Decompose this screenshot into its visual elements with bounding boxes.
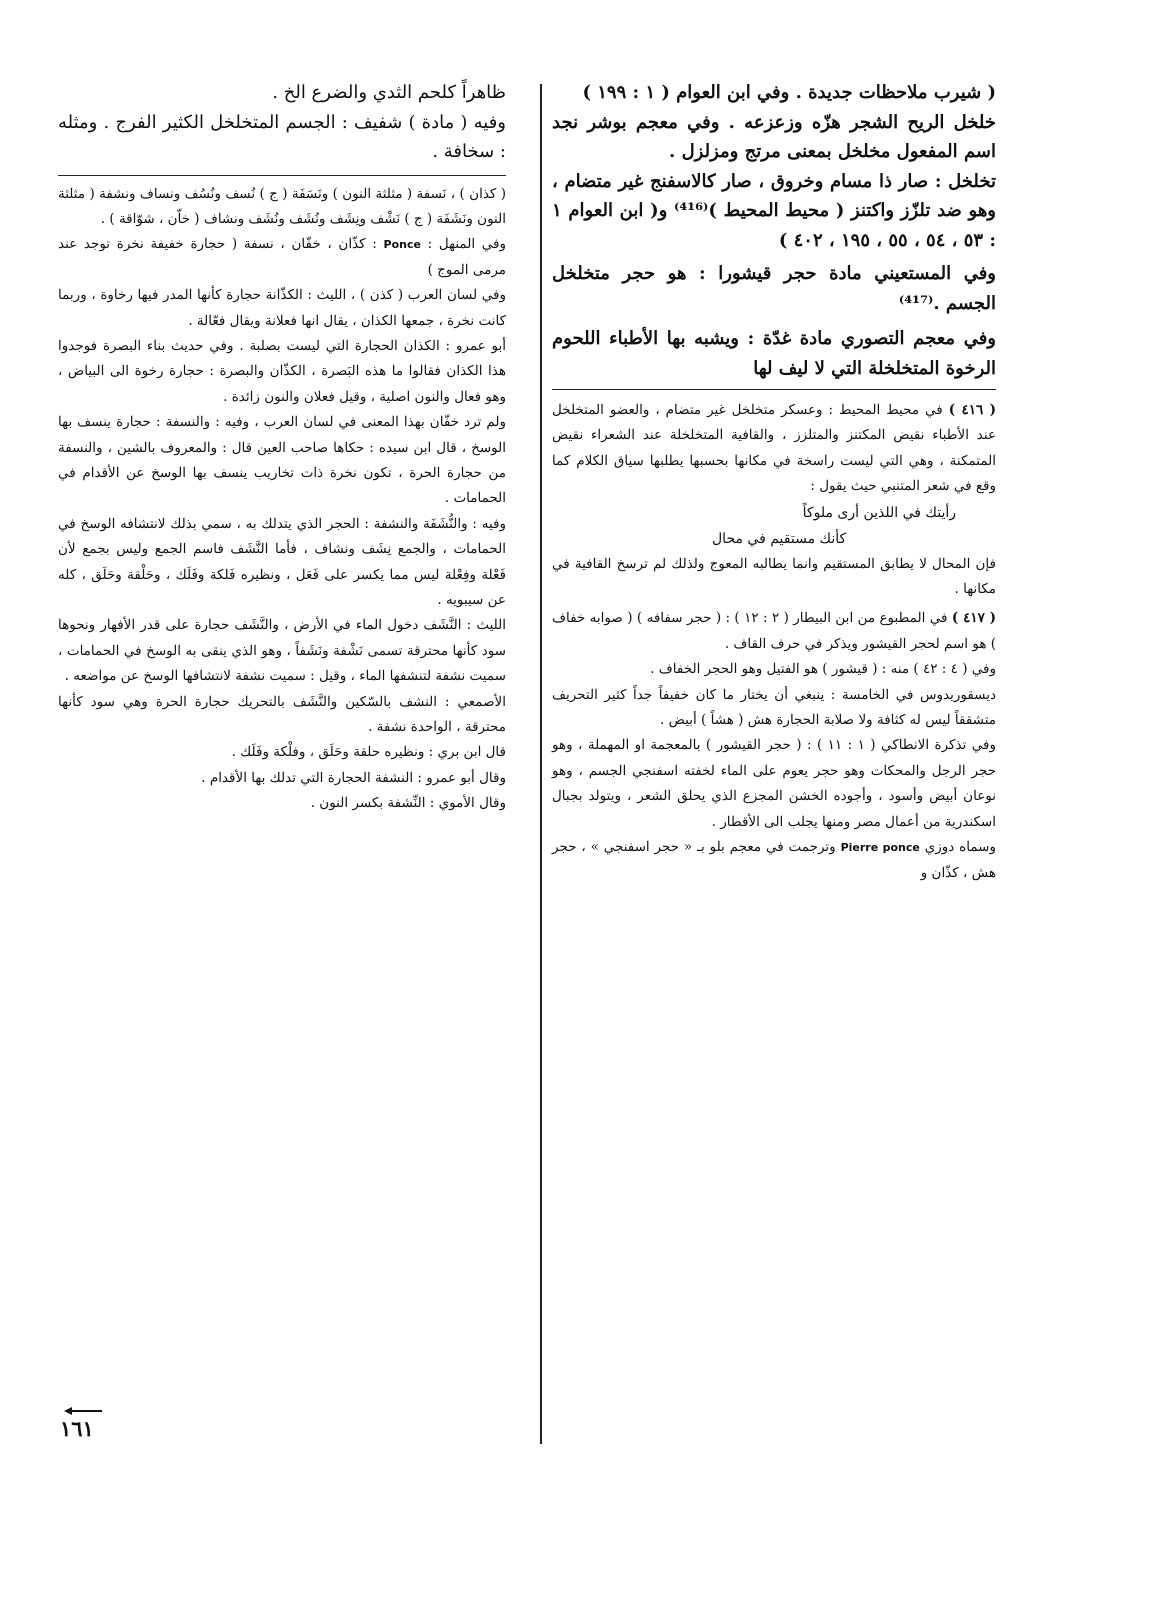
footnote-text: وفي ( ٤ : ٤٢ ) منه : ( قيشور ) هو الفتيل وهو الحجر الخفاف . — [650, 661, 996, 678]
note-paragraph: وفي لسان العرب ( كذن ) ، الليث : الكذّانة حجارة كأنها المدر فيها رخاوة ، وربما كانت نخرة ، جمعها الكذان ، يقال انها فعلانة ويقال فعّالة . — [58, 287, 506, 329]
main-paragraph: وفي المستعيني مادة حجر قيشورا : هو حجر متخلخل الجسم .⁽⁴¹⁷⁾ — [552, 263, 996, 314]
footnote-text — [552, 835, 996, 886]
main-paragraph: خلخل الريح الشجر هزّه وزعزعه . وفي معجم بوشر نجد اسم المفعول مخلخل بمعنى مرتج ومزلزل . — [552, 111, 996, 162]
continuation-arrow-icon — [64, 1406, 102, 1416]
latin-term: Pierre ponce — [840, 841, 920, 855]
latin-term: Ponce — [383, 238, 421, 252]
right-column — [552, 78, 996, 886]
page-number: ١٦١ — [60, 1416, 94, 1441]
note-paragraph: وفيه : والنُّشَفَة والنشفة : الحجر الذي يتدلك به ، سمي بذلك لانتشافه الوسخ في الحمامات ، والجمع نِشَف ونشاف ، فأما النَّشَف فاسم الجمع وليس بجمع لأن فَعْلة وفِعْلة ليس مما يكسر على فَعَل ، ونظيره فَلكة وفَلَك ، وحَلْقة وحَلَق ، كله عن سيبويه . — [58, 515, 506, 608]
main-paragraph: ظاهراً كلحم الثدي والضرع الخ . — [272, 82, 506, 103]
verse-line: رأيتك في اللذين أرى ملوكاً — [802, 504, 956, 521]
note-paragraph: أبو عمرو : الكذان الحجارة التي ليست بصلبة . وفي حديث بناء البصرة فوجدوا هذا الكذان فقالوا ما هذه البَصرة ، الكذّان والبصرة : حجارة رخوة الى البياض ، وهو فعال والنون اصلية ، وقيل فعلان والنون زائدة . — [58, 337, 506, 405]
main-paragraph: وفيه ( مادة ) شفيف : الجسم المتخلخل الكثير الفرج . ومثله : سخافة . — [58, 111, 506, 162]
note-paragraph: ( كذان ) ، نَسفة ( مثلثة النون ) ونَسَفَة ( ج ) نُسف ونُسُف ونساف ونشفة ( مثلثة النون ونَشَفَة ( ج ) نَشْف ونِشَف ونُشَف ونُشَف ونشاف ( خاّن ، شوّاقة ) . — [58, 185, 506, 227]
note-paragraph: الأصمعي : النشف بالسّكين والنَّشَف بالتحريك حجارة الحرة وهي سود كأنها محترقة ، الواحدة نشفة . — [58, 693, 506, 736]
note-paragraph: قال ابن بري : ونظيره حلقة وحَلَق ، وفلْكة وفَلَك . — [231, 744, 506, 761]
footnote-number: ( ٤١٧ ) — [951, 610, 997, 627]
note-paragraph: وقال الأموي : النِّشفة بكسر النون . — [310, 795, 506, 812]
note-text: وفي المنهل : — [427, 236, 507, 253]
note-paragraph: ولم ترد خفّان بهذا المعنى في لسان العرب ، وفيه : والنسفة : حجارة ينسف بها الوسخ ، قال ابن سيده : حكاها صاحب العين قال : والمعروف بالشين ، والنسفة من حجارة الحرة ، تكون نخرة ذات تخاريب ينسف بها الوسخ عن الأقدام في الحمامات . — [58, 414, 506, 507]
footnote-text: في محيط المحيط : وعسكر متخلخل غير متضام ، والعضو المتخلخل عند الأطباء نقيض المكتنز والمتلزز ، والقافية المتخلخلة عند الشعراء نقيض المتمكنة ، وهي التي ليست راسخة في مكانها بحسبها يطلبها سياق الكلام كما وقع في شعر المتنبي حيث يقول : — [552, 402, 996, 495]
footnote-text: ديسقوريدوس في الخامسة : ينبغي أن يختار ما كان خفيفاً جداً كثير التحريف متشققاً ليس له كثافة ولا صلابة الحجارة هش ( هشاً ) أبيض . — [552, 686, 996, 729]
footnote-text: وترجمت في معجم بلو بـ « حجر اسفنجي » ، حجر هش ، كذّان و — [552, 839, 996, 881]
footnote-rule — [552, 389, 996, 390]
note-paragraph — [58, 232, 506, 283]
note-paragraph: وقال أبو عمرو : النشفة الحجارة التي تدلك بها الأقدام . — [201, 769, 506, 786]
footnote-number: ( ٤١٦ ) — [948, 402, 997, 418]
footnote-417 — [552, 606, 996, 657]
footnote-text: وفي تذكرة الانطاكي ( ١ : ١١ ) : ( حجر القيشور ) بالمعجمة او المهملة ، وهو حجر الرجل والمحكات وهو حجر يعوم على الماء لخفته اسفنجي الجسم ، وهو نوعان أبيض وأسود ، وأجوده الخشن المجزع الذي يحلق الشعر ، ويتولد بجبال اسكندرية من أعمال مصر ومنها يجلب الى الأقطار . — [552, 737, 996, 830]
note-text: : كذّان ، خفّان ، نسفة ( حجارة خفيفة نخرة توجد عند مرمى الموج ) — [58, 236, 506, 278]
column-divider — [540, 84, 542, 1444]
main-paragraph: وفي معجم التصوري مادة غدّة : ويشبه بها الأطباء اللحوم الرخوة المتخلخلة التي لا ليف لها — [552, 328, 996, 379]
main-paragraph: تخلخل : صار ذا مسام وخروق ، صار كالاسفنج غير متضام ، وهو ضد تلزّز واكتنز ( محيط المحيط )⁽⁴¹⁶⁾ و( ابن العوام ١ : ٥٣ ، ٥٤ ، ٥٥ ، ١٩٥ ، ٤٠٢ ) — [552, 170, 996, 251]
footnote-text: فإن المحال لا يطابق المستقيم وانما يطالبه المعوج ولذلك لم ترسخ القافية في مكانها . — [552, 555, 996, 598]
footnote-text: في المطبوع من ابن البيطار ( ٢ : ١٢ ) : ( حجر سفافه ) ( صوابه خفاف ) هو اسم لحجر القيشور ويذكر في حرف القاف . — [552, 610, 996, 652]
verse-line: كأنك مستقيم في محال — [712, 530, 847, 547]
footnote-rule — [58, 175, 506, 176]
footnote-416 — [552, 398, 996, 500]
footnote-text: وسماه دوزي — [924, 839, 997, 856]
main-paragraph: ( شيرب ملاحظات جديدة . وفي ابن العوام ( ١ : ١٩٩ ) — [582, 82, 996, 103]
left-column — [58, 78, 506, 817]
note-paragraph: الليث : النَّشَف دخول الماء في الأرض ، والنَّشَف حجارة على قدر الأفهار ونحوها سود كأنها محترقة تسمى نَشْفة ونَشَفاً ، وهو الذي ينقى به الوسخ في الحمامات ، سميت نشفة لتنشفها الماء ، وقيل : سميت نشفة لانتشافها الوسخ عن مواضعه . — [58, 617, 506, 685]
